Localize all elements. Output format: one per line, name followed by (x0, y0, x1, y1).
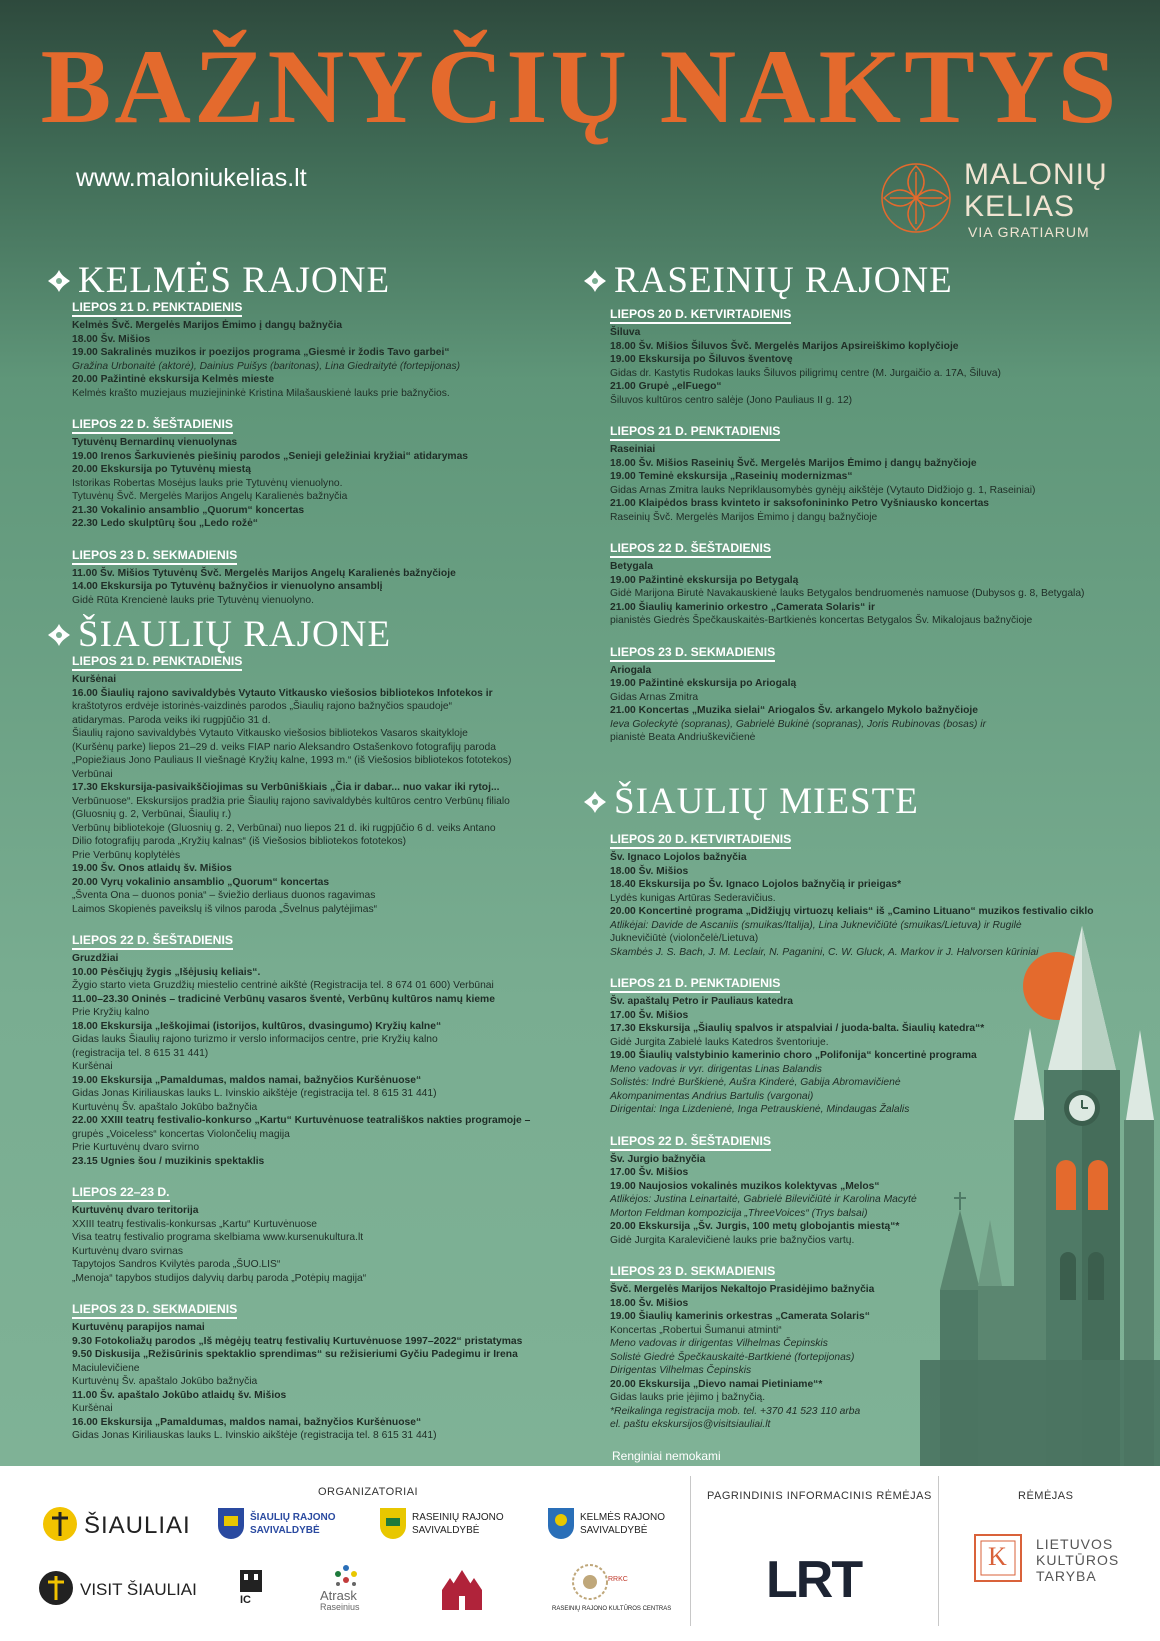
schedule-raseiniu (610, 307, 1085, 762)
event-line: 21.00 Grupė „elFuego“ (610, 381, 722, 392)
event-line: Gruzdžiai (72, 953, 119, 964)
event-line: „Menoja“ tapybos studijos dalyvių darbų paroda „Potėpių magija“ (72, 1272, 367, 1284)
coat-of-arms-icon (546, 1506, 576, 1542)
event-line: 18.40 Ekskursija po Šv. Ignaco Lojolos bažnyčią ir prieigas* (610, 879, 902, 890)
day-heading: LIEPOS 23 D. SEKMADIENIS (72, 548, 237, 565)
day-block (72, 1302, 530, 1443)
dots-icon (328, 1564, 364, 1588)
event-line: Gidas Jonas Kiriliauskas lauks L. Ivinskio aikštėje (registracija tel. 8 615 31 441) (72, 1430, 437, 1441)
event-line: 14.00 Ekskursija po Tytuvėnų bažnyčios ir vienuolyno ansamblį (72, 581, 383, 592)
event-line: 9.50 Diskusija „Režisūrinis spektaklio sprendimas“ su režisieriumi Gyčiu Padegimu ir Irena (72, 1349, 518, 1360)
ic-building-icon (238, 1568, 264, 1594)
event-line: Lydės kunigas Artūras Sederavičius. (610, 892, 776, 904)
event-line: Gidas lauks Šiaulių rajono turizmo ir verslo informacijos centre, prie Kryžių kalno (72, 1034, 438, 1045)
region-title: KELMĖS RAJONE (78, 260, 391, 301)
event-line: Dilio fotografijų paroda „Kryžių kalnas“ (iš Viešosios bibliotekos fototekos) (72, 836, 407, 847)
day-heading: LIEPOS 22 D. ŠEŠTADIENIS (610, 1134, 771, 1151)
event-line: Švč. Mergelės Marijos Nekaltojo Prasidėjimo bažnyčia (610, 1284, 875, 1295)
event-line: 23.15 Ugnies šou / muzikinis spektaklis (72, 1155, 265, 1167)
event-line: Prie Verbūnų koplytėlės (72, 849, 181, 861)
event-line: Gidas Arnas Zmitra (610, 691, 699, 703)
day-heading: LIEPOS 23 D. SEKMADIENIS (610, 645, 775, 662)
event-line: 17.00 Šv. Mišios (610, 1009, 689, 1021)
sr-line-2: SAVIVALDYBĖ (250, 1525, 320, 1536)
day-heading: LIEPOS 22 D. ŠEŠTADIENIS (72, 417, 233, 434)
coat-of-arms-icon (378, 1506, 408, 1542)
day-block (72, 933, 530, 1168)
event-line: Raseinių Švč. Mergelės Marijos Ėmimo į dangų bažnyčioje (610, 511, 878, 523)
event-line: Gidas dr. Kastytis Rudokas lauks Šiluvos piligrimų centre (M. Jurgaičio a. 17A, Šiluva) (610, 367, 1001, 379)
visit-siauliai-text: VISIT ŠIAULIAI (80, 1580, 197, 1599)
lkt-letter: K (988, 1542, 1007, 1571)
event-line: 10.00 Pėsčiųjų žygis „Išėjusių keliais“. (72, 966, 261, 978)
event-line: Istorikas Robertas Mosėjus lauks prie Tytuvėnų vienuolyno. (72, 477, 343, 489)
event-line: 17.30 Ekskursija-pasivaikščiojimas su Verbūniškiais „Čia ir dabar... nuo vakar iki rytoj... (72, 782, 500, 793)
event-line: Gražina Urbonaitė (aktorė), Dainius Puišys (baritonas), Lina Giedraitytė (fortepijonas) (72, 360, 461, 372)
church-red-logo (436, 1566, 488, 1616)
siauliu-rajono-logo (216, 1506, 346, 1546)
event-line: 9.30 Fotokoliažų parodos „Iš mėgėjų teatrų festivalių Kurtuvėnuose 1997–2022“ pristatymas (72, 1335, 523, 1347)
event-line: Meno vadovas ir vyr. dirigentas Linas Balandis (610, 1063, 822, 1075)
event-line: 19.00 Naujosios vokalinės muzikos kolektyvas „Melos“ (610, 1180, 880, 1192)
event-line: Solistės: Indrė Burškienė, Aušra Kinderė, Gabija Abromavičienė (610, 1077, 901, 1088)
footer-sponsors (0, 1466, 1160, 1641)
event-line: (Kuršėnų parke) liepos 21–29 d. veiks FIAP nario Aleksandro Ostašenkovo fotografijų paroda (72, 741, 496, 753)
event-line: 11.00 Šv. Mišios Tytuvėnų Švč. Mergelės Marijos Angelų Karalienės bažnyčioje (72, 567, 456, 579)
event-line: Kuršėnai (72, 674, 117, 685)
lkt-line-2: KULTŪROS (1036, 1552, 1120, 1568)
organizers-label: ORGANIZATORIAI (318, 1486, 419, 1498)
event-line: Solistė Giedrė Špečkauskaitė-Bartkienė (fortepijonas) (610, 1351, 855, 1363)
day-heading: LIEPOS 21 D. PENKTADIENIS (72, 300, 242, 317)
schedule-siauliu-rajone (72, 654, 530, 1460)
region-title: RASEINIŲ RAJONE (614, 260, 953, 301)
event-line: 16.00 Šiaulių rajono savivaldybės Vytauto Vitkausko viešosios bibliotekos Infotekos ir (72, 687, 493, 699)
event-line: 11.00 Šv. apaštalo Jokūbo atlaidų šv. Mišios (72, 1389, 287, 1401)
day-heading: LIEPOS 22–23 D. (72, 1185, 170, 1202)
event-line: 19.00 Teminė ekskursija „Raseinių modernizmas“ (610, 471, 853, 482)
event-line: Atlikėjos: Justina Leinartaitė, Gabrielė Bilevičiūtė ir Karolina Macytė (610, 1194, 917, 1205)
event-line: Šv. apaštalų Petro ir Pauliaus katedra (610, 996, 793, 1007)
event-line: 20.00 Ekskursija „Šv. Jurgis, 100 metų globojantis miestą“* (610, 1221, 900, 1232)
event-line: Prie Kryžių kalno (72, 1007, 150, 1018)
brand-line-3: VIA GRATIARUM (968, 224, 1090, 240)
region-title: ŠIAULIŲ RAJONE (78, 614, 392, 655)
footer-divider (690, 1476, 691, 1626)
sponsor-label: RĖMĖJAS (1018, 1490, 1074, 1502)
event-line: 19.00 Šiaulių kamerinis orkestras „Camerata Solaris“ (610, 1311, 870, 1322)
event-line: Betygala (610, 561, 653, 572)
event-line: 19.00 Irenos Šarkuvienės piešinių parodos „Senieji geležiniai kryžiai“ atidarymas (72, 450, 469, 462)
day-block (610, 645, 1085, 745)
event-line: 18.00 Šv. Mišios (72, 333, 151, 345)
event-line: Gidas lauks prie įėjimo į bažnyčią. (610, 1392, 766, 1403)
event-line: Meno vadovas ir dirigentas Vilhelmas Čepinskis (610, 1338, 828, 1349)
lrt-logo (766, 1550, 876, 1610)
website-link[interactable]: www.maloniukelias.lt (76, 164, 307, 192)
siauliai-logo (42, 1506, 202, 1546)
event-line: Kurtuvėnų parapijos namai (72, 1322, 205, 1333)
event-line: 19.00 Sakralinės muzikos ir poezijos programa „Giesmė ir žodis Tavo garbei“ (72, 347, 450, 358)
footer-divider (938, 1476, 939, 1626)
event-line: 17.30 Ekskursija „Šiaulių spalvos ir atspalviai / juoda-balta. Šiaulių katedra“* (610, 1023, 985, 1034)
event-line: Kurtuvėnų Šv. apaštalo Jokūbo bažnyčia (72, 1101, 258, 1113)
ornament-icon (46, 622, 72, 648)
free-events-note: Renginiai nemokami (612, 1449, 721, 1463)
event-line: Kurtuvėnų dvaro teritorija (72, 1205, 199, 1216)
ic-text: IC (240, 1594, 251, 1606)
event-line: pianistė Beata Andriuškevičienė (610, 732, 756, 743)
brand-line-1: MALONIŲ (964, 158, 1108, 191)
event-line: 20.00 Vyrų vokalinio ansamblio „Quorum“ koncertas (72, 876, 330, 888)
event-line: 20.00 Ekskursija „Dievo namai Pietiniame“* (610, 1378, 823, 1390)
event-line: Kelmės Švč. Mergelės Marijos Ėmimo į dangų bažnyčia (72, 320, 343, 331)
event-line: 17.00 Šv. Mišios (610, 1167, 689, 1178)
event-line: Kurtuvėnų Šv. apaštalo Jokūbo bažnyčia (72, 1376, 258, 1387)
siauliai-sun-icon (42, 1506, 78, 1542)
day-block (610, 307, 1085, 407)
event-line: 20.00 Pažintinė ekskursija Kelmės mieste (72, 374, 275, 385)
rrkc-logo (552, 1562, 672, 1622)
day-heading: LIEPOS 21 D. PENKTADIENIS (72, 654, 242, 671)
event-line: 19.00 Ekskursija po Šiluvos šventovę (610, 354, 793, 365)
ic-logo (238, 1568, 278, 1610)
event-line: Šiluva (610, 327, 641, 338)
event-line: Tapytojos Sandros Kvilytės paroda „ŠUO.LIS“ (72, 1259, 281, 1270)
info-sponsor-label: PAGRINDINIS INFORMACINIS RĖMĖJAS (707, 1490, 932, 1502)
event-line: 21.00 Klaipėdos brass kvinteto ir saksofonininko Petro Vyšniausko koncertas (610, 498, 990, 509)
kelmes-rajono-logo (546, 1506, 676, 1546)
schedule-kelmes (72, 300, 468, 624)
day-block (72, 1185, 530, 1285)
event-line: 21.30 Vokalinio ansamblio „Quorum“ koncertas (72, 504, 305, 516)
event-line: *Reikalinga registracija mob. tel. +370 41 523 110 arba (610, 1405, 861, 1417)
event-line: Atlikėjai: Davide de Ascaniis (smuikas/Italija), Lina Juknevičiūtė (smuikas/Lietuva) ir Rugilė (610, 919, 1022, 931)
event-line: Gidė Rūta Krencienė lauks prie Tytuvėnų vienuolyno. (72, 594, 314, 606)
region-heading-raseiniu (582, 262, 953, 299)
event-line: pianistės Giedrės Špečkauskaitės-Bartkienės koncertas Betygalos Šv. Mikalojaus bažnyčioje (610, 615, 1033, 626)
event-line: Dirigentas Vilhelmas Čepinskis (610, 1365, 752, 1376)
event-line: 18.00 Šv. Mišios (610, 1297, 689, 1309)
event-line: Šiaulių rajono savivaldybės Vytauto Vitkausko viešosios bibliotekos Vasaros skaitykloje (72, 728, 468, 739)
event-line: Gidas Jonas Kiriliauskas lauks L. Ivinskio aikštėje (registracija tel. 8 615 31 441) (72, 1088, 437, 1099)
event-line: 22.30 Ledo skulptūrų šou „Ledo rožė“ (72, 518, 258, 529)
event-line: 19.00 Ekskursija „Pamaldumas, maldos namai, bažnyčios Kuršėnuose“ (72, 1074, 422, 1086)
rrkc-circle-icon (570, 1562, 610, 1602)
event-line: (Gluosnių g. 2, Verbūnai, Šiaulių r.) (72, 809, 232, 820)
day-heading: LIEPOS 21 D. PENKTADIENIS (610, 424, 780, 441)
event-line: el. paštu ekskursijos@visitsiauliai.lt (610, 1419, 771, 1430)
region-heading-siauliu-mieste (582, 783, 919, 820)
poster-title: BAŽNYČIŲ NAKTYS (40, 28, 1120, 145)
event-line: Visa teatrų festivalio programa skelbiama www.kursenukultura.lt (72, 1232, 364, 1243)
lkt-line-1: LIETUVOS (1036, 1536, 1114, 1552)
event-line: Žygio starto vieta Gruzdžių miestelio centrinė aikštė (Registracija tel. 8 674 01 600) Verbūnai (72, 980, 494, 991)
event-line: Verbūnų bibliotekoje (Gluosnių g. 2, Verbūnai) nuo liepos 21 d. iki rugpjūčio 6 d. veiks Antano (72, 822, 496, 834)
lkt-logo (972, 1532, 1132, 1602)
event-line: Raseiniai (610, 444, 656, 455)
event-line: Kurtuvėnų dvaro svirnas (72, 1245, 184, 1257)
event-line: Tytuvėnų Bernardinų vienuolynas (72, 437, 238, 448)
event-line: 18.00 Šv. Mišios (610, 865, 689, 877)
event-line: Šv. Jurgio bažnyčia (610, 1153, 706, 1165)
region-heading-kelmes (46, 262, 390, 299)
day-heading: LIEPOS 21 D. PENKTADIENIS (610, 976, 780, 993)
event-line: Gidė Marijona Birutė Navakauskienė lauks Betygalos bendruomenės namuose (Dubysos g. 8, Betygala) (610, 588, 1085, 599)
event-line: Morton Feldman kompozicija „ThreeVoices“ (Trys balsai) (610, 1207, 868, 1219)
day-block (72, 300, 468, 400)
lkt-line-3: TARYBA (1036, 1568, 1097, 1584)
event-line: Maciulevičiene (72, 1362, 140, 1374)
event-line: 22.00 XXIII teatrų festivalio-konkurso „Kartu“ Kurtuvėnuose teatrališkos nakties programoje – (72, 1115, 531, 1126)
coat-of-arms-icon (216, 1506, 246, 1542)
event-line: „Šventa Ona – duonos ponia“ – šviežio derliaus duonos ragavimas (72, 890, 376, 901)
region-title: ŠIAULIŲ MIESTE (614, 781, 919, 822)
event-line: Laimos Skopienės paveikslų iš vilnos paroda „Švelnus palytėjimas“ (72, 903, 378, 915)
atrask-text-2: Raseinius (320, 1602, 360, 1612)
event-line: (registracija tel. 8 615 31 441) (72, 1047, 209, 1059)
ornament-icon (582, 268, 608, 294)
event-line: Akompanimentas Andrius Bartulis (vargonai) (610, 1090, 814, 1102)
event-line: 16.00 Ekskursija „Pamaldumas, maldos namai, bažnyčios Kuršėnuose“ (72, 1416, 422, 1428)
event-line: 19.00 Šv. Onos atlaidų šv. Mišios (72, 863, 232, 874)
malonių-kelias-logo (880, 158, 1140, 238)
lrt-text: LRT (766, 1551, 862, 1609)
event-line: Skambės J. S. Bach, J. M. Leclair, N. Paganini, C. W. Gluck, A. Markov ir J. Halvorsen kūriniai (610, 946, 1039, 958)
rrkc-text: RASEINIŲ RAJONO KULTŪROS CENTRAS (552, 1606, 672, 1612)
event-line: 18.00 Šv. Mišios Šiluvos Švč. Mergelės Marijos Apsireiškimo koplyčioje (610, 340, 959, 352)
rr-line-1: RASEINIŲ RAJONO (412, 1512, 504, 1523)
event-line: 20.00 Koncertinė programa „Didžiųjų virtuozų keliais“ iš „Camino Lituano“ muzikos festivalio ciklo (610, 906, 1094, 917)
event-line: Gidė Jurgita Karalevičienė lauks prie bažnyčios vartų. (610, 1234, 855, 1246)
event-line: Kuršėnai (72, 1061, 113, 1072)
kr-line-2: SAVIVALDYBĖ (580, 1525, 648, 1536)
atrask-text-1: Atrask (320, 1588, 357, 1603)
event-line: Ariogala (610, 664, 652, 676)
event-line: Prie Kurtuvėnų dvaro svirno (72, 1142, 200, 1153)
brand-line-2: KELIAS (964, 190, 1076, 223)
event-line: Dirigentai: Inga Lizdenienė, Inga Petrauskienė, Mindaugas Žalalis (610, 1104, 910, 1115)
event-line: grupės „Voiceless“ koncertas Violončelių magija (72, 1128, 290, 1140)
day-heading: LIEPOS 22 D. ŠEŠTADIENIS (72, 933, 233, 950)
day-heading: LIEPOS 20 D. KETVIRTADIENIS (610, 832, 791, 849)
event-line: 11.00–23.30 Oninės – tradicinė Verbūnų vasaros šventė, Verbūnų kultūros namų kieme (72, 993, 495, 1005)
day-block (72, 417, 468, 531)
day-block (72, 548, 468, 608)
atrask-raseinius-logo (316, 1564, 386, 1616)
sr-line-1: ŠIAULIŲ RAJONO (250, 1512, 336, 1523)
event-line: Gidas Arnas Zmitra lauks Nepriklausomybės gynėjų aikštėje (Vytauto Didžiojo g. 1, Raseiniai) (610, 484, 1036, 496)
visit-siauliai-logo (38, 1570, 198, 1610)
event-line: Gidė Jurgita Zabielė lauks Katedros šventoriuje. (610, 1036, 829, 1048)
cross-emblem-icon (880, 158, 960, 238)
event-line: 21.00 Koncertas „Muzika sielai“ Ariogalos Šv. arkangelo Mykolo bažnyčioje (610, 705, 978, 716)
event-line: 18.00 Šv. Mišios Raseinių Švč. Mergelės Marijos Ėmimo į dangų bažnyčioje (610, 457, 977, 469)
event-line: 19.00 Pažintinė ekskursija po Betygalą (610, 574, 799, 586)
event-line: 18.00 Ekskursija „Ieškojimai (istorijos, kultūros, dvasingumo) Kryžių kalne“ (72, 1020, 442, 1032)
event-line: XXIII teatrų festivalis-konkursas „Kartu“ Kurtuvėnuose (72, 1218, 317, 1230)
church-icon (436, 1566, 488, 1612)
rrkc-short-text: RRKC (608, 1576, 628, 1583)
event-line: Verbūnuose“. Ekskursijos pradžia prie Šiaulių rajono savivaldybės kultūros centro Verbūnų filialo (72, 795, 510, 807)
event-line: Šv. Ignaco Lojolos bažnyčia (610, 852, 747, 863)
event-line: Kuršėnai (72, 1403, 113, 1414)
event-line: 19.00 Šiaulių valstybinio kamerinio choro „Polifonija“ koncertinė programa (610, 1050, 977, 1061)
event-line: 20.00 Ekskursija po Tytuvėnų miestą (72, 464, 251, 475)
event-line: Tytuvėnų Švč. Mergelės Marijos Angelų Karalienės bažnyčia (72, 491, 348, 502)
visit-siauliai-icon (38, 1570, 74, 1606)
event-line: 21.00 Šiaulių kamerinio orkestro „Camerata Solaris“ ir (610, 601, 875, 613)
event-line: Koncertas „Robertui Šumanui atminti“ (610, 1324, 782, 1336)
day-heading: LIEPOS 22 D. ŠEŠTADIENIS (610, 541, 771, 558)
event-line: Verbūnai (72, 768, 113, 780)
day-heading: LIEPOS 23 D. SEKMADIENIS (610, 1264, 775, 1281)
event-line: atidarymas. Paroda veiks iki rugpjūčio 31 d. (72, 714, 271, 726)
ornament-icon (46, 268, 72, 294)
siauliai-text: ŠIAULIAI (84, 1512, 191, 1539)
event-line: Ieva Goleckytė (sopranas), Gabrielė Bukinė (sopranas), Joris Rubinovas (bosas) ir (610, 718, 986, 730)
event-line: „Popiežiaus Jono Pauliaus II viešnagė Kryžių kalne, 1993 m.“ (iš Viešosios bibliotekos fototekos) (72, 755, 512, 766)
rr-line-2: SAVIVALDYBĖ (412, 1525, 480, 1536)
day-block (610, 424, 1085, 524)
day-heading: LIEPOS 23 D. SEKMADIENIS (72, 1302, 237, 1319)
kr-line-1: KELMĖS RAJONO (580, 1512, 666, 1523)
event-line: kraštotyros erdvėje istorinės-vaizdinės parodos „Šiaulių rajono bažnyčios spaudoje“ (72, 701, 453, 712)
event-line: Juknevičiūtė (violončelė/Lietuva) (610, 933, 759, 944)
church-illustration (920, 920, 1160, 1466)
day-block (610, 541, 1085, 628)
raseiniu-rajono-logo (378, 1506, 508, 1546)
event-line: Kelmės krašto muziejaus muziejininkė Kristina Milašauskienė lauks prie bažnyčios. (72, 387, 450, 399)
event-line: 19.00 Pažintinė ekskursija po Ariogalą (610, 678, 797, 689)
day-heading: LIEPOS 20 D. KETVIRTADIENIS (610, 307, 791, 324)
day-block (72, 654, 530, 916)
event-line: Šiluvos kultūros centro salėje (Jono Pauliaus II g. 12) (610, 394, 853, 406)
ornament-icon (582, 789, 608, 815)
